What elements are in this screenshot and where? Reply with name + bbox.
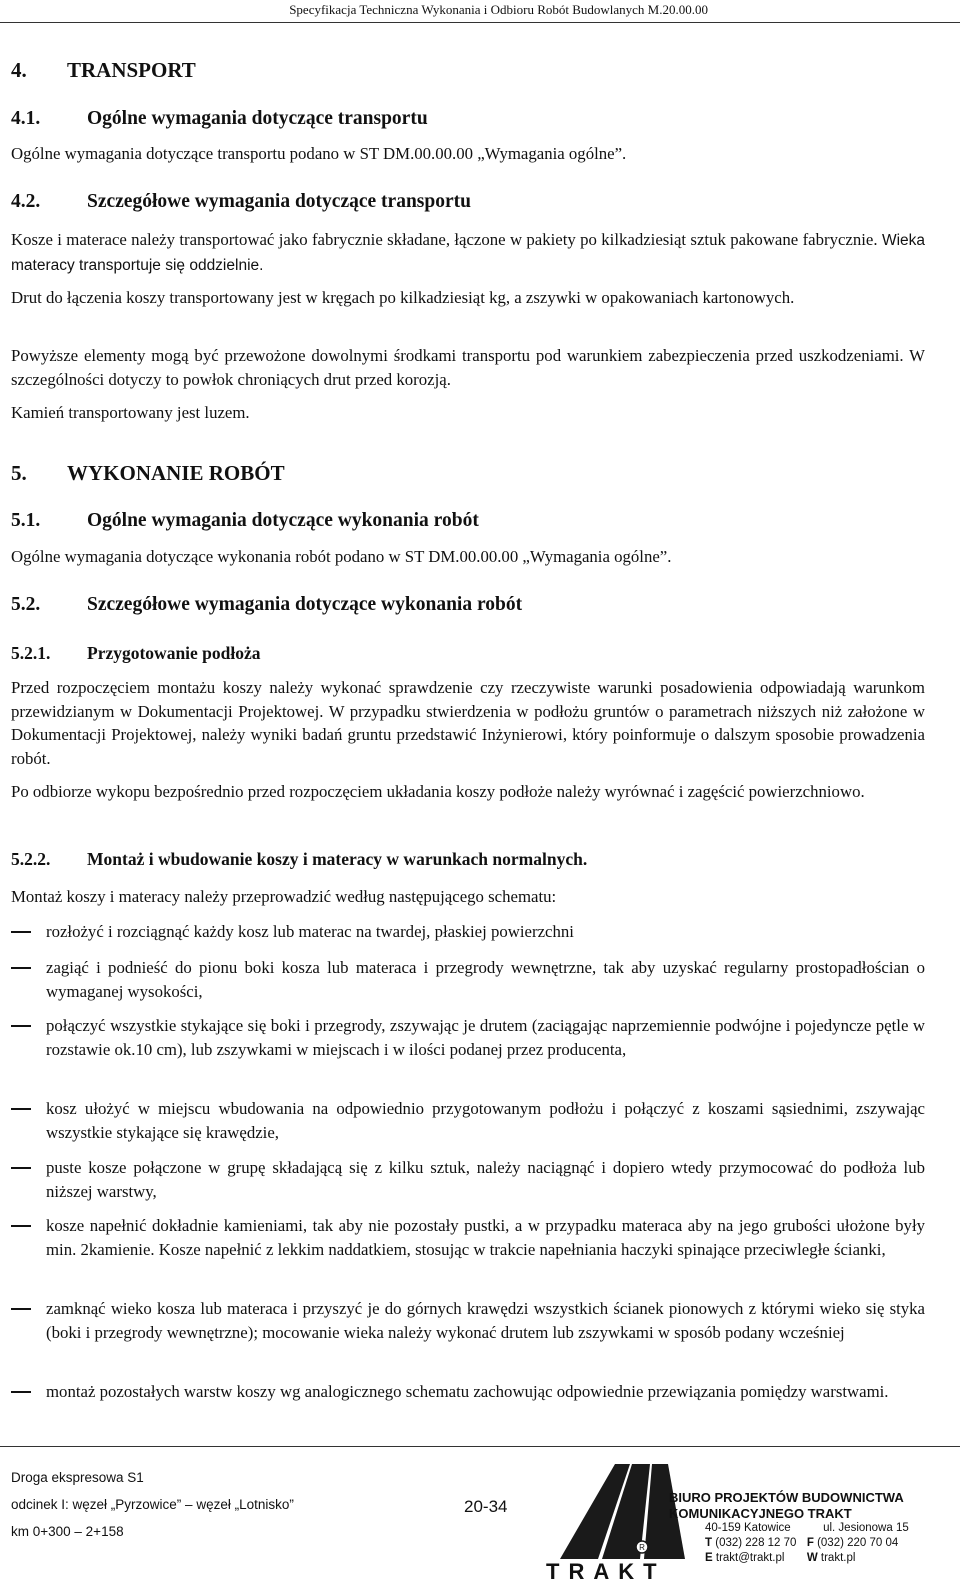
list-item [11,1297,925,1344]
dash-bullet [11,967,31,969]
page-number: 20-34 [464,1497,508,1516]
list-item-text: zagiąć i podnieść do pionu boki kosza lub materaca i przegrody wewnętrzne, tak aby uzyskać regularny prostopadłościan o wymaganej wysokości, [46,958,925,1001]
company-address [705,1522,909,1534]
section-title: Szczegółowe wymagania dotyczące wykonania robót [87,594,523,615]
list-item-text: zamknąć wieko kosza lub materaca i przyszyć je do górnych krawędzi wszystkich ścianek pionowych z którymi wieko się styka (boki i przegrody wewnętrzne); mocowanie wieka należy wykonać drutem lub zszywkami w sposób podany wcześniej [46,1299,925,1342]
svg-text:R: R [639,1543,645,1552]
address-street: ul. Jesionowa 15 [823,1522,909,1534]
list-item [11,1097,925,1144]
section-5-heading [11,461,285,486]
section-5-2-heading [11,594,522,616]
paragraph: Przed rozpoczęciem montażu koszy należy wykonać sprawdzenie czy rzeczywiste warunki posadowienia odpowiadają warunkom przewidzianym w Dokumentacji Projektowej. W przypadku stwierdzenia w podłożu gruntów o parametrach niższych niż założone w Dokumentacji Projektowej, należy wyniki badań gruntu przedstawić Inżynierowi, który poinformuje o dalszym sposobie prowadzenia robót. [11,678,925,768]
section-number: 5.1. [11,510,41,531]
section-title: Ogólne wymagania dotyczące transportu [87,108,428,129]
fax-label: F [806,1537,814,1549]
dash-bullet [11,1025,31,1027]
section-5-1-heading [11,510,479,532]
list-item-text: puste kosze połączone w grupę składającą się z kilku sztuk, należy naciągnąć i dopiero wtedy przymocować do podłoża lub niższej warstwy, [46,1158,925,1201]
www-label: W [806,1552,818,1564]
dash-bullet [11,1308,31,1310]
footer-road-name: Droga ekspresowa S1 [11,1470,144,1485]
section-title: WYKONANIE ROBÓT [67,461,285,485]
section-title: Montaż i wbudowanie koszy i materacy w warunkach normalnych. [87,849,588,869]
email-label: E [705,1552,713,1564]
dash-bullet [11,1391,31,1393]
www-link[interactable]: trakt.pl [820,1552,856,1564]
paragraph: Ogólne wymagania dotyczące transportu podano w ST DM.00.00.00 „Wymagania ogólne”. [11,144,627,163]
section-number: 5.2.2. [11,849,51,869]
email-link[interactable]: trakt@trakt.pl [715,1552,785,1564]
dash-bullet [11,1225,31,1227]
company-name-line1: BIURO PROJEKTÓW BUDOWNICTWA [669,1490,904,1505]
section-5-2-2-heading [11,849,587,870]
footer-divider [0,1446,960,1447]
list-item [11,1380,925,1404]
trakt-logo [540,1459,690,1584]
section-number: 4.1. [11,108,41,129]
paragraph: Ogólne wymagania dotyczące wykonania robót podano w ST DM.00.00.00 „Wymagania ogólne”. [11,547,672,566]
list-item-text: montaż pozostałych warstw koszy wg analogicznego schematu zachowując odpowiednie przewiązania pomiędzy warstwami. [46,1382,889,1401]
list-item [11,1156,925,1203]
paragraph: Kamień transportowany jest luzem. [11,403,250,422]
paragraph [11,228,925,277]
company-name-line2: KOMUNIKACYJNEGO TRAKT [669,1506,852,1521]
list-item [11,1014,925,1061]
header-title: Specyfikacja Techniczna Wykonania i Odbioru Robót Budowlanych M.20.00.00 [289,2,708,17]
section-4-2-heading [11,191,471,213]
company-phones [705,1537,898,1549]
footer-km-range: km 0+300 – 2+158 [11,1524,124,1539]
company-web [705,1552,855,1564]
dash-bullet [11,1108,31,1110]
address-city: 40-159 Katowice [705,1522,791,1534]
paragraph-text-sans: Wieka materacy transportuje się oddzielnie. [11,232,926,274]
section-5-2-1-heading [11,643,261,664]
fax-number: (032) 220 70 04 [817,1537,899,1549]
dash-bullet [11,931,31,933]
section-title: TRANSPORT [67,58,196,82]
section-number: 5.2. [11,594,41,615]
paragraph: Po odbiorze wykopu bezpośrednio przed rozpoczęciem układania koszy podłoże należy wyrównać i zagęścić powierzchniowo. [11,782,865,801]
paragraph: Montaż koszy i materacy należy przeprowadzić według następującego schematu: [11,887,557,906]
list-item [11,956,925,1003]
section-4-1-heading [11,108,428,130]
list-item [11,1214,925,1261]
footer-section: odcinek I: węzeł „Pyrzowice” – węzeł „Lotnisko” [11,1497,294,1512]
paragraph-text: Kosze i materace należy transportować jako fabrycznie składane, łączone w pakiety po kilkadziesiąt sztuk pakowane fabrycznie. [11,230,878,249]
paragraph: Powyższe elementy mogą być przewożone dowolnymi środkami transportu pod warunkiem zabezpieczenia przed uszkodzeniami. W szczególności dotyczy to powłok chroniących drut przed korozją. [11,346,925,389]
logo-wordmark: TRAKT [546,1559,666,1584]
list-item-text: rozłożyć i rozciągnąć każdy kosz lub materac na twardej, płaskiej powierzchni [46,922,574,941]
dash-bullet [11,1167,31,1169]
section-number: 4. [11,58,27,82]
section-title: Szczegółowe wymagania dotyczące transportu [87,191,471,212]
list-item-text: kosz ułożyć w miejscu wbudowania na odpowiednio przygotowanym podłożu i połączyć z koszami sąsiednimi, zszywając wszystkie stykające się krawędzie, [46,1099,925,1142]
phone-number: (032) 228 12 70 [715,1537,797,1549]
page-header [0,0,960,23]
section-4-heading [11,58,196,83]
list-item [11,920,925,944]
paragraph: Drut do łączenia koszy transportowany jest w kręgach po kilkadziesiąt kg, a zszywki w opakowaniach kartonowych. [11,288,795,307]
list-item-text: kosze napełnić dokładnie kamieniami, tak aby nie pozostały pustki, a w przypadku materaca aby na jego grubości ułożone były min. 2kamienie. Kosze napełnić z lekkim naddatkiem, stosując w trakcie napełniania haczyki spinające przeciwległe ścianki, [46,1216,925,1259]
section-number: 5.2.1. [11,643,51,663]
section-title: Ogólne wymagania dotyczące wykonania robót [87,510,479,531]
section-number: 4.2. [11,191,41,212]
list-item-text: połączyć wszystkie stykające się boki i przegrody, zszywając je drutem (zaciągając naprzemiennie podwójne i pojedyncze pętle w rozstawie ok.10 cm), lub zszywkami w miejscach i w ilości podanej przez producenta, [46,1016,925,1059]
section-number: 5. [11,461,27,485]
phone-label: T [705,1537,713,1549]
section-title: Przygotowanie podłoża [87,643,261,663]
